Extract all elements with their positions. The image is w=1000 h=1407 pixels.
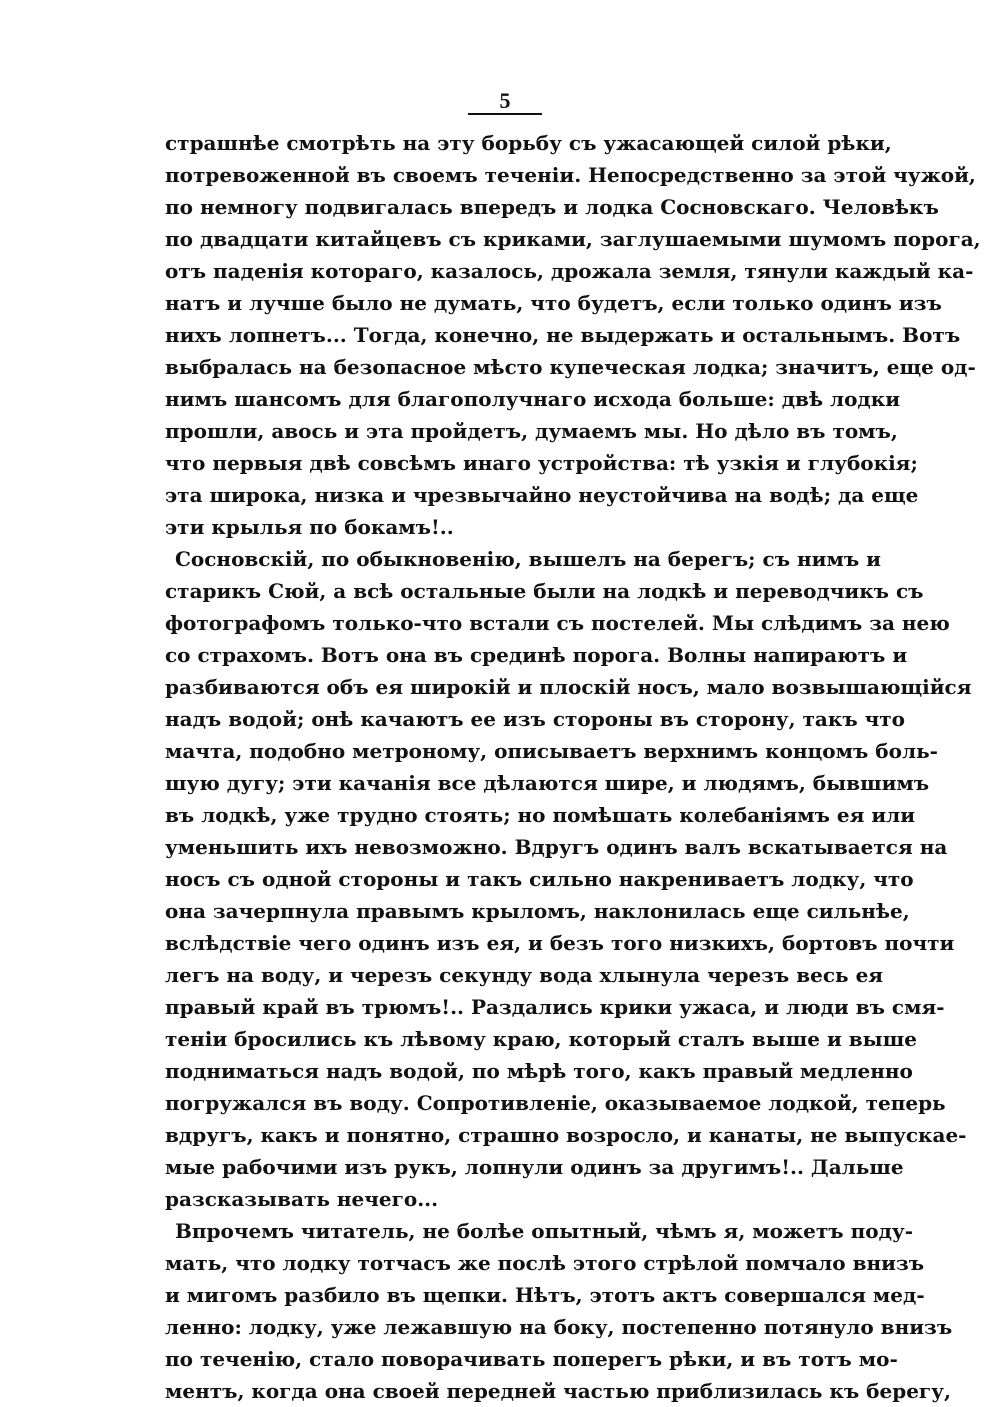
text-line: страшнѣе смотрѣть на эту борьбу съ ужасающей силой рѣки, [165, 131, 892, 155]
text-line: нихъ лопнетъ... Тогда, конечно, не выдержать и остальнымъ. Вотъ [165, 323, 961, 347]
text-line: ленно: лодку, уже лежавшую на боку, постепенно потянуло внизъ [165, 1315, 953, 1339]
text-line: что первыя двѣ совсѣмъ инаго устройства: тѣ узкія и глубокія; [165, 451, 918, 475]
text-line: выбралась на безопасное мѣсто купеческая лодка; значитъ, еще од- [165, 355, 976, 379]
text-line: теніи бросились къ лѣвому краю, который сталъ выше и выше [165, 1027, 917, 1051]
text-line: отъ паденія котораго, казалось, дрожала земля, тянули каждый ка- [165, 259, 974, 283]
text-line: разсказывать нечего... [165, 1187, 439, 1211]
text-line: и мигомъ разбило въ щепки. Нѣтъ, этотъ актъ совершался мед- [165, 1283, 925, 1307]
paragraph [165, 127, 981, 543]
text-line: по немногу подвигалась впередъ и лодка Сосновскаго. Человѣкъ [165, 195, 939, 219]
text-line: разбиваются объ ея широкій и плоскій носъ, мало возвышающійся [165, 675, 972, 699]
text-line: ментъ, когда она своей передней частью приблизилась къ берегу, [165, 1379, 951, 1403]
text-line: по теченію, стало поворачивать поперегъ рѣки, и въ тотъ мо- [165, 1347, 898, 1371]
text-line: Впрочемъ читатель, не болѣе опытный, чѣмъ я, можетъ поду- [175, 1219, 913, 1243]
text-line: шую дугу; эти качанія все дѣлаются шире, и людямъ, бывшимъ [165, 771, 930, 795]
text-line: носъ съ одной стороны и такъ сильно накрениваетъ лодку, что [165, 867, 914, 891]
text-body [165, 127, 981, 1407]
text-line: прошли, авось и эта пройдетъ, думаемъ мы. Но дѣло въ томъ, [165, 419, 898, 443]
text-line: Сосновскій, по обыкновенію, вышелъ на берегъ; съ нимъ и [175, 547, 881, 571]
text-line: легъ на воду, и черезъ секунду вода хлынула черезъ весь ея [165, 963, 884, 987]
text-line: вслѣдствіе чего одинъ изъ ея, и безъ того низкихъ, бортовъ почти [165, 931, 955, 955]
page-number-rule [468, 113, 542, 115]
page-number: 5 [499, 88, 511, 113]
text-line: эта широка, низка и чрезвычайно неустойчива на водѣ; да еще [165, 483, 919, 507]
text-line: уменьшить ихъ невозможно. Вдругъ одинъ валъ вскатывается на [165, 835, 948, 859]
text-line: мые рабочими изъ рукъ, лопнули одинъ за другимъ!.. Дальше [165, 1155, 904, 1179]
text-line: вдругъ, какъ и понятно, страшно возросло, и канаты, не выпускае- [165, 1123, 967, 1147]
text-line: правый край въ трюмъ!.. Раздались крики ужаса, и люди въ смя- [165, 995, 945, 1019]
paragraph [165, 1215, 953, 1407]
text-line: въ лодкѣ, уже трудно стоять; но помѣшать колебаніямъ ея или [165, 803, 916, 827]
text-line: старикъ Сюй, а всѣ остальные были на лодкѣ и переводчикъ съ [165, 579, 924, 603]
text-line: со страхомъ. Вотъ она въ срединѣ порога. Волны напираютъ и [165, 643, 908, 667]
text-line: по двадцати китайцевъ съ криками, заглушаемыми шумомъ порога, [165, 227, 981, 251]
text-line: погружался въ воду. Сопротивленіе, оказываемое лодкой, теперь [165, 1091, 946, 1115]
text-line: она зачерпнула правымъ крыломъ, наклонилась еще сильнѣе, [165, 899, 910, 923]
text-line: фотографомъ только-что встали съ постелей. Мы слѣдимъ за нею [165, 611, 950, 635]
paragraph [165, 543, 972, 1215]
text-line: надъ водой; онѣ качаютъ ее изъ стороны въ сторону, такъ что [165, 707, 905, 731]
text-line: натъ и лучше было не думать, что будетъ, если только одинъ изъ [165, 291, 942, 315]
text-line: мачта, подобно метроному, описываетъ верхнимъ концомъ боль- [165, 739, 938, 763]
text-line: мать, что лодку тотчасъ же послѣ этого стрѣлой помчало внизъ [165, 1251, 925, 1275]
text-line: эти крылья по бокамъ!.. [165, 515, 454, 539]
text-line: потревоженной въ своемъ теченіи. Непосредственно за этой чужой, [165, 163, 976, 187]
text-line: нимъ шансомъ для благополучнаго исхода больше: двѣ лодки [165, 387, 901, 411]
text-line: подниматься надъ водой, по мѣрѣ того, какъ правый медленно [165, 1059, 913, 1083]
